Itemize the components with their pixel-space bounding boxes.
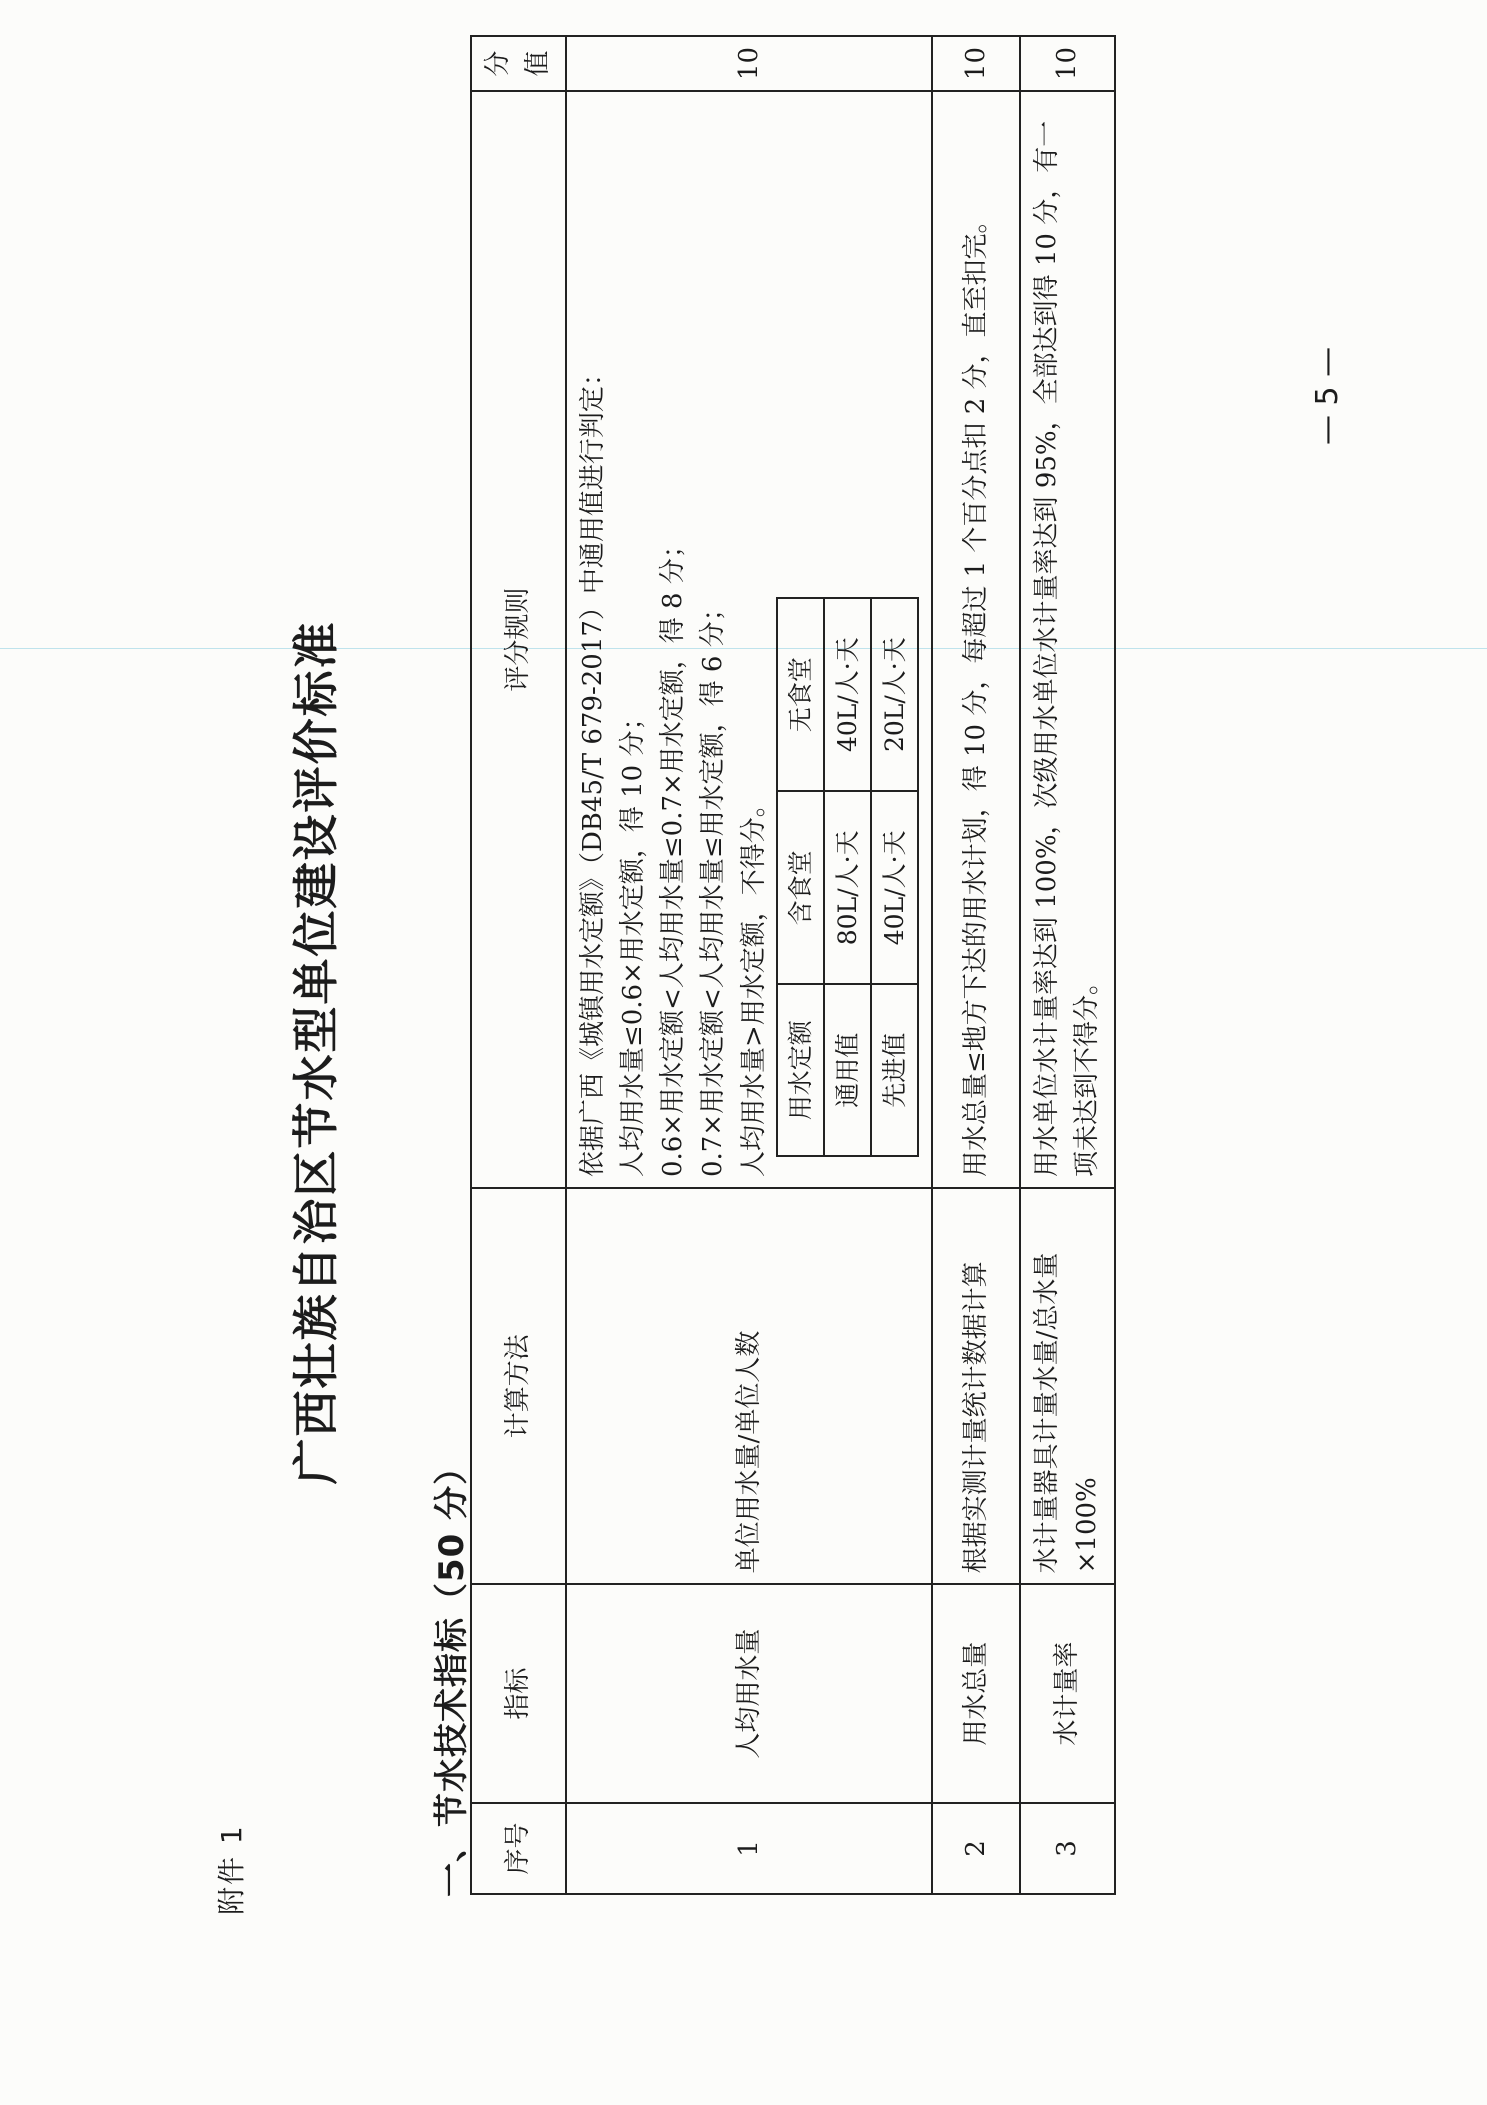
quota-row bbox=[871, 598, 918, 1156]
row-method: 水计量器具计量水量/总水量×100% bbox=[1020, 1188, 1115, 1584]
row-indicator: 人均用水量 bbox=[566, 1584, 932, 1803]
header-no: 序号 bbox=[471, 1803, 566, 1894]
attachment-label: 附件 1 bbox=[215, 1824, 248, 1915]
quota-cell: 20L/人·天 bbox=[871, 598, 918, 791]
quota-cell: 40L/人·天 bbox=[871, 791, 918, 984]
row-no: 3 bbox=[1020, 1803, 1115, 1894]
table-row bbox=[932, 36, 1020, 1894]
row-score: 10 bbox=[932, 36, 1020, 91]
row-score: 10 bbox=[1020, 36, 1115, 91]
row-rules: 用水总量≤地方下达的用水计划，得 10 分，每超过 1 个百分点扣 2 分，直至扣完。 bbox=[932, 91, 1020, 1188]
rule-line: 依据广西《城镇用水定额》（DB45/T 679-2017）中通用值进行判定： bbox=[577, 360, 608, 1178]
header-indicator: 指标 bbox=[471, 1584, 566, 1803]
table-row bbox=[1020, 36, 1115, 1894]
page-number: — 5 — bbox=[1310, 346, 1345, 445]
row-rules bbox=[566, 91, 932, 1188]
quota-cell: 80L/人·天 bbox=[824, 791, 871, 984]
header-rules: 评分规则 bbox=[471, 91, 566, 1188]
quota-cell: 通用值 bbox=[824, 984, 871, 1156]
quota-cell: 40L/人·天 bbox=[824, 598, 871, 791]
quota-header: 含食堂 bbox=[777, 791, 824, 984]
quota-row bbox=[824, 598, 871, 1156]
rule-line: 0.7×用水定额<人均用水量≤用水定额，得 6 分； bbox=[698, 595, 729, 1178]
rule-line: 人均用水量>用水定额，不得分。 bbox=[738, 791, 769, 1178]
quota-header-row bbox=[777, 598, 824, 1156]
rule-line: 人均用水量≤0.6×用水定额，得 10 分； bbox=[617, 704, 648, 1178]
table-row bbox=[566, 36, 932, 1894]
row-rules: 用水单位水计量率达到 100%，次级用水单位水计量率达到 95%，全部达到得 10 分，有一项未达到不得分。 bbox=[1020, 91, 1115, 1188]
header-score: 分值 bbox=[471, 36, 566, 91]
quota-header: 无食堂 bbox=[777, 598, 824, 791]
section-heading: 一、节水技术指标（50 分） bbox=[432, 1449, 472, 1897]
table-header-row bbox=[471, 36, 566, 1894]
row-indicator: 用水总量 bbox=[932, 1584, 1020, 1803]
rule-line: 0.6×用水定额<人均用水量≤0.7×用水定额，得 8 分； bbox=[658, 532, 689, 1178]
header-method: 计算方法 bbox=[471, 1188, 566, 1584]
quota-cell: 先进值 bbox=[871, 984, 918, 1156]
page-title: 广西壮族自治区节水型单位建设评价标准 bbox=[289, 620, 343, 1485]
row-score: 10 bbox=[566, 36, 932, 91]
evaluation-table bbox=[470, 35, 1116, 1895]
quota-header: 用水定额 bbox=[777, 984, 824, 1156]
row-method: 根据实测计量统计数据计算 bbox=[932, 1188, 1020, 1584]
row-no: 2 bbox=[932, 1803, 1020, 1894]
row-indicator: 水计量率 bbox=[1020, 1584, 1115, 1803]
row-no: 1 bbox=[566, 1803, 932, 1894]
water-quota-table bbox=[776, 597, 919, 1157]
row-method: 单位用水量/单位人数 bbox=[566, 1188, 932, 1584]
